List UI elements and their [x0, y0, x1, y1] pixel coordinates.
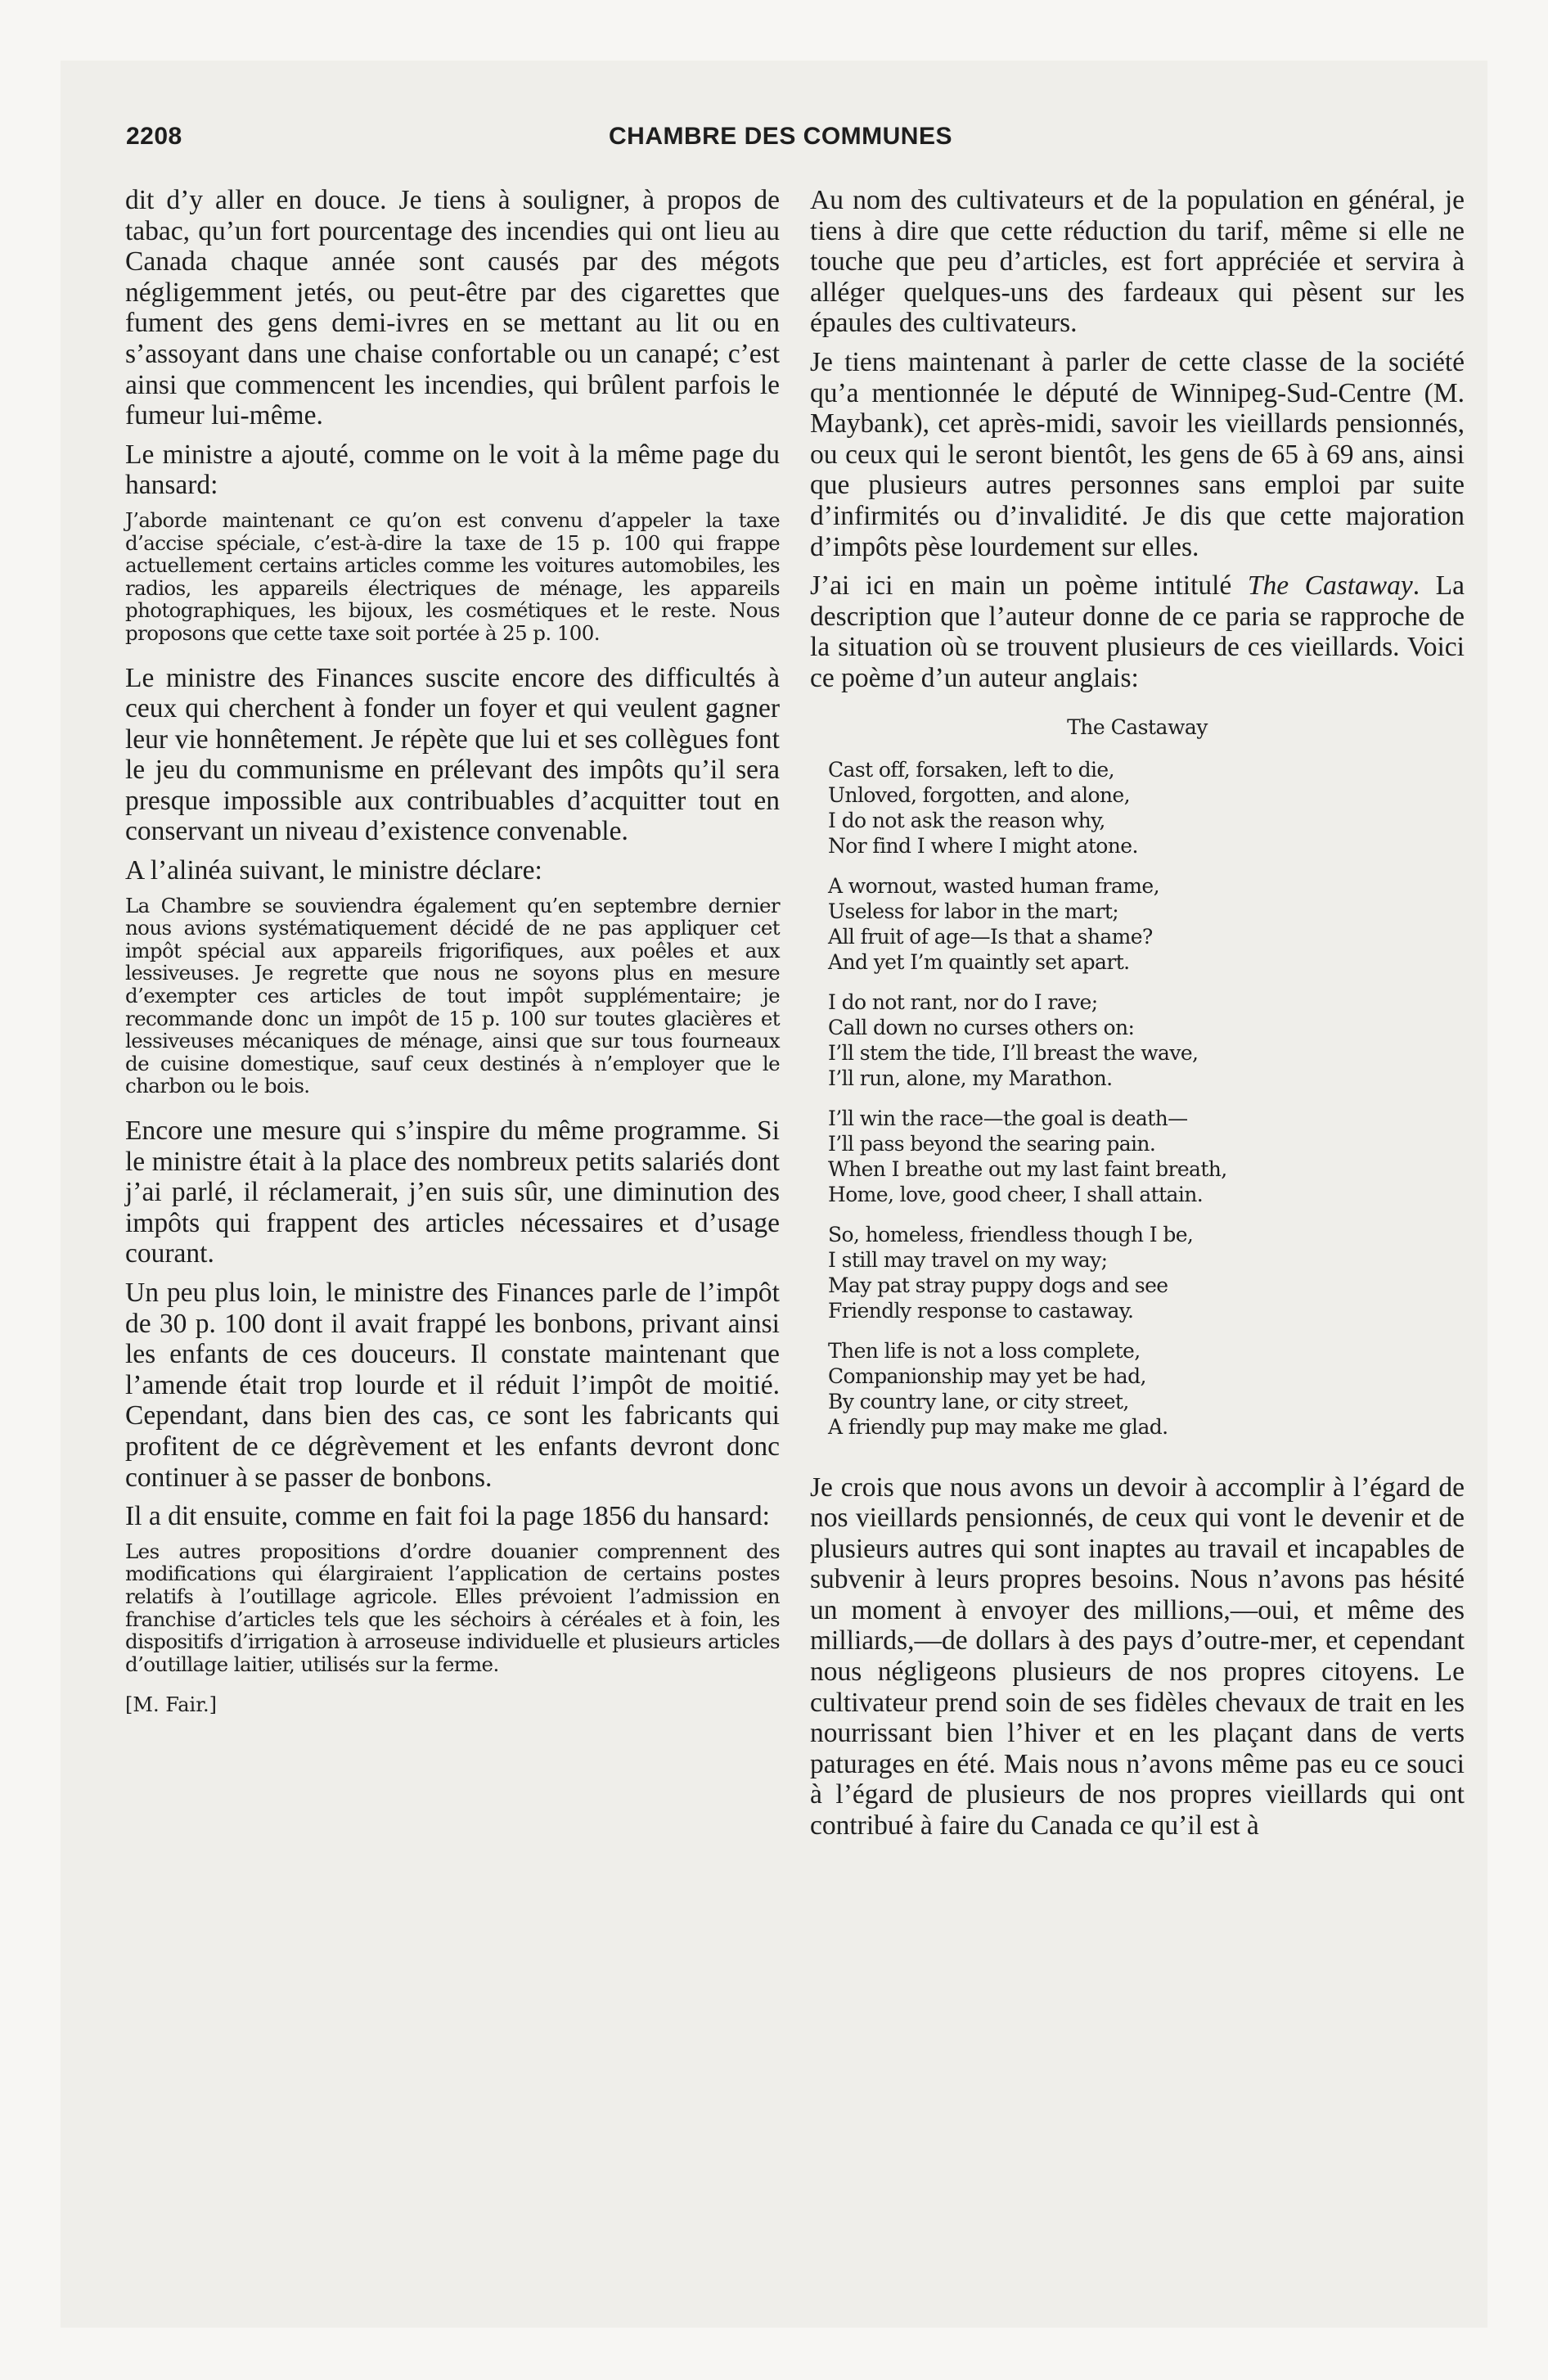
poem-stanza: [828, 873, 1465, 975]
paragraph: Le ministre a ajouté, comme on le voit à la même page du hansard:: [125, 439, 780, 501]
poem-stanza: [828, 757, 1465, 859]
paragraph: [810, 570, 1465, 693]
poem-line: A wornout, wasted human frame,: [828, 873, 1159, 898]
journal-title: CHAMBRE DES COMMUNES: [608, 123, 952, 150]
poem-line: Call down no curses others on:: [828, 1015, 1135, 1039]
paragraph-text: J’ai ici en main un poème intitulé: [810, 570, 1248, 602]
poem-line: Unloved, forgotten, and alone,: [828, 782, 1130, 807]
poem-line: May pat stray puppy dogs and see: [828, 1273, 1168, 1297]
paragraph: Je tiens maintenant à parler de cette classe de la société qu’a mentionnée le député de Winnipeg-Sud-Centre (M. Maybank), cet après-midi, savoir les vieillards pensionnés, ou ceux qui le seront bientôt, les gens de 65 à 69 ans, ainsi que plusieurs autres personnes sans emploi par suite d’infirmités ou d’invalidité. Je dis que cette majoration d’impôts pèse lourdement sur elles.: [810, 346, 1465, 562]
poem-stanza: [828, 1222, 1465, 1323]
poem-line: I’ll pass beyond the searing pain.: [828, 1131, 1156, 1156]
poem: [810, 715, 1465, 1440]
poem-title-italic: The Castaway: [1247, 570, 1413, 602]
paragraph: Un peu plus loin, le ministre des Finances parle de l’impôt de 30 p. 100 dont il avait frappé les bonbons, privant ainsi les enfants de ces douceurs. Il constate maintenant que l’amende était trop lourde et il réduit l’impôt de moitié. Cependant, dans bien des cas, ce sont les fabricants qui profitent de ce dégrèvement et les enfants devront donc continuer à se passer de bonbons.: [125, 1277, 780, 1493]
poem-line: I’ll run, alone, my Marathon.: [828, 1066, 1113, 1090]
block-quote: Les autres propositions d’ordre douanier comprennent des modifications qui élargiraient l’application de certains postes relatifs à l’outillage agricole. Elles prévoient l’admission en franchise d’articles tels que les séchoirs à céréales et à foin, les dispositifs d’irrigation à arroseuse individuelle et plusieurs articles d’outillage laitier, utilisés sur la ferme.: [125, 1539, 780, 1676]
paragraph: dit d’y aller en douce. Je tiens à souligner, à propos de tabac, qu’un fort pourcentage des incendies qui ont lieu au Canada chaque année sont causés par des mégots négligemment jetés, ou peut-être par des cigarettes que fument des gens demi-ivres en se mettant au lit ou en s’assoyant dans une chaise confortable ou un canapé; c’est ainsi que commencent les incendies, qui brûlent parfois le fumeur lui-même.: [125, 185, 780, 431]
paragraph: Le ministre des Finances suscite encore des difficultés à ceux qui cherchent à fonder un foyer et qui veulent gagner leur vie honnêtement. Je répète que lui et ses collègues font le jeu du communisme en prélevant des impôts qu’il sera presque impossible aux contribuables d’acquitter tout en conservant un niveau d’existence convenable.: [125, 662, 780, 847]
poem-line: I’ll win the race—the goal is death—: [828, 1106, 1188, 1130]
poem-line: By country lane, or city street,: [828, 1389, 1129, 1413]
paragraph: Encore une mesure qui s’inspire du même programme. Si le ministre était à la place des nombreux petits salariés dont j’ai parlé, il réclamerait, j’en suis sûr, une diminution des impôts qui frappent des articles nécessaires et d’usage courant.: [125, 1116, 780, 1269]
poem-line: I still may travel on my way;: [828, 1247, 1108, 1272]
poem-line: And yet I’m quaintly set apart.: [828, 949, 1130, 974]
paragraph-text: . La description que l’auteur donne de ce paria se rapproche de la situation où se trouvent plusieurs de ces vieillards. Voici ce poème d’un auteur anglais:: [810, 570, 1465, 693]
poem-stanza: [828, 1338, 1465, 1440]
poem-line: Then life is not a loss complete,: [828, 1338, 1141, 1363]
left-column: [125, 185, 780, 1716]
paragraph: Je crois que nous avons un devoir à accomplir à l’égard de nos vieillards pensionnés, de ceux qui vont le devenir et de plusieurs autres qui sont inaptes au travail et incapables de subvenir à leurs propres besoins. Nous n’avons pas hésité un moment à envoyer des millions,—oui, et même des milliards,—de dollars à des pays d’outre-mer, et cependant nous négligeons plusieurs de nos propres citoyens. Le cultivateur prend soin de ses fidèles chevaux de trait en les nourrissant bien l’hiver et en les plaçant dans de verts paturages en été. Mais nous n’avons même pas eu ce souci à l’égard de plusieurs de nos propres vieillards qui ont contribué à faire du Canada ce qu’il est à: [810, 1472, 1465, 1841]
right-column: [810, 185, 1465, 1850]
block-quote: La Chambre se souviendra également qu’en septembre dernier nous avions systématiquement décidé de ne pas appliquer cet impôt spécial aux appareils frigorifiques, aux poêles et aux lessiveuses. Je regrette que nous ne soyons plus en mesure d’exempter ces articles de tout impôt supplémentaire; je recommande donc un impôt de 15 p. 100 sur toutes glacières et lessiveuses mécaniques de ménage, ainsi que sur tous fourneaux de cuisine domestique, sauf ceux destinés à n’employer que le charbon ou le bois.: [125, 893, 780, 1098]
poem-line: I do not ask the reason why,: [828, 808, 1105, 832]
poem-stanza: [828, 989, 1465, 1091]
page-number: 2208: [126, 123, 182, 150]
poem-line: Nor find I where I might atone.: [828, 833, 1138, 858]
paragraph: Il a dit ensuite, comme en fait foi la page 1856 du hansard:: [125, 1501, 770, 1532]
paragraph: A l’alinéa suivant, le ministre déclare:: [125, 855, 542, 886]
poem-line: A friendly pup may make me glad.: [828, 1414, 1168, 1439]
poem-line: Home, love, good cheer, I shall attain.: [828, 1182, 1204, 1206]
paragraph: Au nom des cultivateurs et de la population en général, je tiens à dire que cette réduction du tarif, même si elle ne touche que peu d’articles, est fort appréciée et servira à alléger quelques-uns des fardeaux qui pèsent sur les épaules des cultivateurs.: [810, 185, 1465, 339]
poem-line: All fruit of age—Is that a shame?: [828, 924, 1153, 949]
speaker-attribution: [M. Fair.]: [125, 1693, 218, 1717]
block-quote: J’aborde maintenant ce qu’on est convenu d’appeler la taxe d’accise spéciale, c’est-à-dire la taxe de 15 p. 100 qui frappe actuellement certains articles comme les voitures automobiles, les radios, les appareils électriques de ménage, les appareils photographiques, les bijoux, les cosmétiques et le reste. Nous proposons que cette taxe soit portée à 25 p. 100.: [125, 507, 780, 645]
poem-title: The Castaway: [1067, 714, 1208, 739]
poem-line: When I breathe out my last faint breath,: [828, 1156, 1227, 1181]
poem-stanza: [828, 1106, 1465, 1207]
poem-stanzas: [810, 757, 1465, 1440]
poem-line: Cast off, forsaken, left to die,: [828, 757, 1114, 782]
poem-line: I do not rant, nor do I rave;: [828, 989, 1098, 1014]
running-header: [126, 123, 1435, 159]
poem-line: Companionship may yet be had,: [828, 1364, 1146, 1388]
poem-line: So, homeless, friendless though I be,: [828, 1222, 1194, 1246]
poem-line: Friendly response to castaway.: [828, 1298, 1134, 1323]
poem-line: I’ll stem the tide, I’ll breast the wave,: [828, 1040, 1199, 1065]
poem-line: Useless for labor in the mart;: [828, 899, 1119, 923]
